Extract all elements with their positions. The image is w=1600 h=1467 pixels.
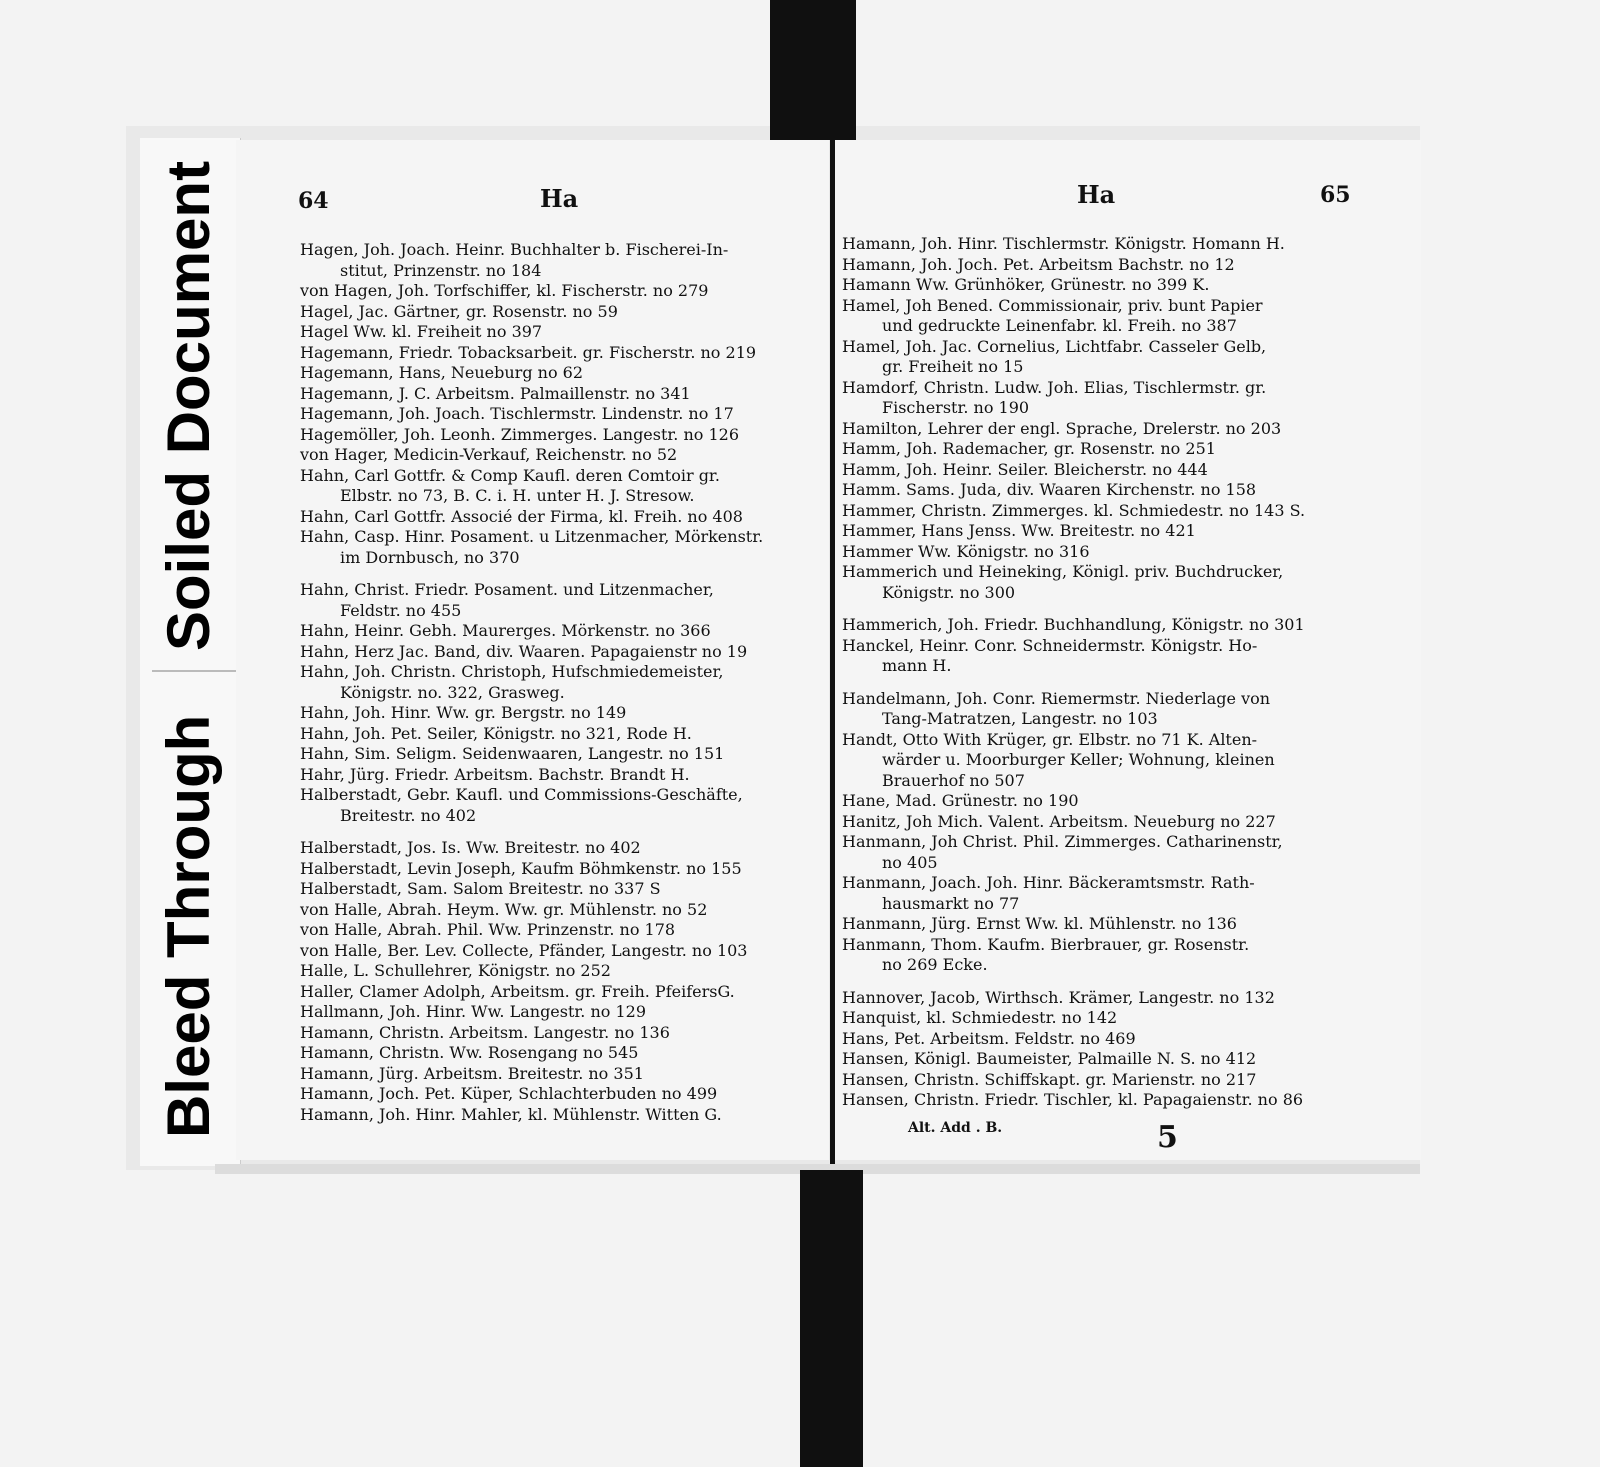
directory-entry bbox=[842, 791, 1362, 812]
directory-entry bbox=[300, 1064, 820, 1085]
directory-entry bbox=[300, 642, 820, 663]
entry-line: Hahn, Casp. Hinr. Posament. u Litzenmacher, Mörkenstr. bbox=[300, 527, 764, 546]
directory-entry bbox=[842, 562, 1362, 603]
entry-line: Hamm, Joh. Rademacher, gr. Rosenstr. no 251 bbox=[842, 439, 1216, 458]
entry-line: Halberstadt, Jos. Is. Ww. Breitestr. no 402 bbox=[300, 838, 641, 857]
directory-entry bbox=[300, 281, 820, 302]
directory-entry bbox=[300, 621, 820, 642]
binding-strip-top bbox=[770, 0, 856, 140]
directory-entry bbox=[300, 961, 820, 982]
entry-line: Hanmann, Thom. Kaufm. Bierbrauer, gr. Rosenstr. bbox=[842, 934, 1250, 954]
directory-entry bbox=[300, 982, 820, 1003]
entry-line: Hamann, Joch. Pet. Küper, Schlachterbuden no 499 bbox=[300, 1084, 718, 1103]
directory-entry bbox=[300, 404, 820, 425]
directory-entry bbox=[842, 460, 1362, 481]
entry-line: Hamdorf, Christn. Ludw. Joh. Elias, Tischlermstr. gr. bbox=[842, 377, 1267, 397]
directory-entry bbox=[842, 419, 1362, 440]
entry-line: Hamel, Joh Bened. Commissionair, priv. bunt Papier bbox=[842, 295, 1263, 315]
printer-signature: Alt. Add . B. bbox=[908, 1120, 1003, 1136]
entry-continuation: no 269 Ecke. bbox=[882, 955, 988, 974]
directory-entry bbox=[300, 466, 820, 507]
directory-entry bbox=[842, 296, 1362, 337]
entry-line: von Halle, Ber. Lev. Collecte, Pfänder, Langestr. no 103 bbox=[300, 940, 748, 960]
entry-line: Hagemöller, Joh. Leonh. Zimmerges. Langestr. no 126 bbox=[300, 424, 740, 444]
entry-line: Hammer, Christn. Zimmerges. kl. Schmiedestr. no 143 S. bbox=[842, 500, 1306, 520]
directory-entry bbox=[842, 1029, 1362, 1050]
entry-line: Hanmann, Joh Christ. Phil. Zimmerges. Catharinenstr, bbox=[842, 832, 1283, 851]
entry-line: Halberstadt, Levin Joseph, Kaufm Böhmkenstr. no 155 bbox=[300, 858, 742, 878]
entry-continuation: Königstr. no 300 bbox=[882, 582, 1016, 602]
entry-line: Hahn, Sim. Seligm. Seidenwaaren, Langestr. no 151 bbox=[300, 744, 725, 763]
directory-entry bbox=[842, 378, 1362, 419]
entry-line: Hane, Mad. Grünestr. no 190 bbox=[842, 791, 1079, 810]
directory-entry bbox=[300, 765, 820, 786]
entry-continuation: Fischerstr. no 190 bbox=[882, 398, 1030, 417]
entry-line: Hamm, Joh. Heinr. Seiler. Bleicherstr. no 444 bbox=[842, 459, 1208, 479]
bleed-through-label: Bleed Through bbox=[155, 714, 222, 1138]
entry-line: Hahr, Jürg. Friedr. Arbeitsm. Bachstr. Brandt H. bbox=[300, 764, 690, 784]
directory-entry bbox=[842, 521, 1362, 542]
entry-line: Hallmann, Joh. Hinr. Ww. Langestr. no 129 bbox=[300, 1002, 647, 1021]
entry-line: Hahn, Joh. Christn. Christoph, Hufschmiedemeister, bbox=[300, 662, 724, 681]
directory-entry bbox=[300, 900, 820, 921]
directory-entry bbox=[842, 812, 1362, 833]
entry-line: Hamel, Joh. Jac. Cornelius, Lichtfabr. Casseler Gelb, bbox=[842, 336, 1267, 356]
entry-line: Halberstadt, Gebr. Kaufl. und Commissions-Geschäfte, bbox=[300, 785, 743, 804]
directory-entry bbox=[300, 507, 820, 528]
directory-entry bbox=[300, 322, 820, 343]
entry-line: Hagemann, J. C. Arbeitsm. Palmaillenstr. no 341 bbox=[300, 383, 691, 403]
entry-line: Hamann, Jürg. Arbeitsm. Breitestr. no 351 bbox=[300, 1063, 644, 1083]
entry-continuation: Tang-Matratzen, Langestr. no 103 bbox=[882, 709, 1158, 728]
entry-continuation: no 405 bbox=[882, 852, 938, 872]
entry-line: Hanmann, Joach. Joh. Hinr. Bäckeramtsmstr. Rath- bbox=[842, 873, 1255, 892]
directory-entry bbox=[300, 859, 820, 880]
entry-line: Hansen, Christn. Friedr. Tischler, kl. Papagaienstr. no 86 bbox=[842, 1090, 1304, 1109]
entry-line: Handt, Otto With Krüger, gr. Elbstr. no 71 K. Alten- bbox=[842, 729, 1258, 749]
directory-entry bbox=[842, 501, 1362, 522]
book-gutter bbox=[830, 140, 835, 1172]
directory-entry bbox=[300, 879, 820, 900]
entry-line: Hanmann, Jürg. Ernst Ww. kl. Mühlenstr. no 136 bbox=[842, 914, 1237, 933]
right-entry-list bbox=[842, 234, 1362, 1111]
entry-continuation: hausmarkt no 77 bbox=[882, 893, 1020, 913]
entry-continuation: im Dornbusch, no 370 bbox=[340, 547, 520, 567]
entry-line: Hahn, Carl Gottfr. Associé der Firma, kl. Freih. no 408 bbox=[300, 506, 743, 526]
entry-line: Handelmann, Joh. Conr. Riemermstr. Niederlage von bbox=[842, 688, 1271, 708]
directory-entry bbox=[842, 1008, 1362, 1029]
directory-entry bbox=[842, 636, 1362, 677]
entry-line: Hagemann, Friedr. Tobacksarbeit. gr. Fischerstr. no 219 bbox=[300, 342, 757, 362]
directory-entry bbox=[842, 689, 1362, 730]
directory-entry bbox=[300, 343, 820, 364]
entry-line: Hahn, Herz Jac. Band, div. Waaren. Papagaienstr no 19 bbox=[300, 641, 748, 661]
entry-line: Hamann Ww. Grünhöker, Grünestr. no 399 K. bbox=[842, 275, 1210, 294]
entry-line: Hagen, Joh. Joach. Heinr. Buchhalter b. Fischerei-In- bbox=[300, 240, 729, 259]
directory-entry bbox=[842, 615, 1362, 636]
directory-entry bbox=[842, 730, 1362, 771]
directory-entry bbox=[300, 580, 820, 621]
entry-line: Hagel Ww. kl. Freiheit no 397 bbox=[300, 322, 543, 341]
directory-entry bbox=[842, 275, 1362, 296]
entry-line: Hahn, Joh. Pet. Seiler, Königstr. no 321, Rode H. bbox=[300, 723, 692, 743]
directory-entry bbox=[842, 988, 1362, 1009]
entry-line: Hamann, Joh. Hinr. Mahler, kl. Mühlenstr. Witten G. bbox=[300, 1104, 722, 1124]
directory-entry bbox=[300, 744, 820, 765]
entry-continuation: stitut, Prinzenstr. no 184 bbox=[340, 260, 542, 280]
directory-entry bbox=[300, 384, 820, 405]
entry-line: Hagel, Jac. Gärtner, gr. Rosenstr. no 59 bbox=[300, 301, 618, 321]
left-entry-list bbox=[300, 240, 820, 1125]
entry-line: Hamann, Joh. Joch. Pet. Arbeitsm Bachstr. no 12 bbox=[842, 254, 1235, 274]
left-page-number: 64 bbox=[298, 188, 329, 214]
entry-line: Hansen, Christn. Schiffskapt. gr. Marienstr. no 217 bbox=[842, 1069, 1257, 1089]
entry-line: Hamann, Joh. Hinr. Tischlermstr. Königstr. Homann H. bbox=[842, 234, 1285, 253]
right-running-head: Ha bbox=[1077, 180, 1116, 209]
entry-line: Hamilton, Lehrer der engl. Sprache, Drelerstr. no 203 bbox=[842, 418, 1282, 438]
directory-entry bbox=[300, 527, 820, 568]
directory-entry bbox=[842, 255, 1362, 276]
entry-line: Hammerich, Joh. Friedr. Buchhandlung, Königstr. no 301 bbox=[842, 615, 1305, 634]
entry-line: Hammerich und Heineking, Königl. priv. Buchdrucker, bbox=[842, 562, 1284, 581]
entry-continuation: mann H. bbox=[882, 656, 952, 675]
entry-line: Hagemann, Hans, Neueburg no 62 bbox=[300, 363, 584, 382]
directory-entry bbox=[300, 920, 820, 941]
directory-entry bbox=[300, 240, 820, 281]
directory-entry bbox=[300, 363, 820, 384]
directory-entry bbox=[842, 1090, 1362, 1111]
directory-entry bbox=[300, 703, 820, 724]
entry-continuation: Breitestr. no 402 bbox=[340, 805, 477, 825]
entry-continuation: wärder u. Moorburger Keller; Wohnung, kleinen bbox=[882, 750, 1275, 769]
directory-entry bbox=[300, 724, 820, 745]
entry-line: Hahn, Heinr. Gebh. Maurerges. Mörkenstr. no 366 bbox=[300, 621, 711, 640]
entry-line: Hans, Pet. Arbeitsm. Feldstr. no 469 bbox=[842, 1028, 1136, 1048]
left-running-head: Ha bbox=[540, 184, 579, 213]
directory-entry bbox=[300, 1002, 820, 1023]
entry-line: von Hager, Medicin-Verkauf, Reichenstr. no 52 bbox=[300, 445, 678, 464]
entry-continuation: Feldstr. no 455 bbox=[340, 600, 462, 620]
right-page-number: 65 bbox=[1320, 182, 1351, 208]
entry-continuation: Elbstr. no 73, B. C. i. H. unter H. J. Stresow. bbox=[340, 486, 695, 505]
directory-entry bbox=[842, 1070, 1362, 1091]
sheet-number: 5 bbox=[1157, 1120, 1178, 1155]
directory-entry bbox=[842, 935, 1362, 976]
entry-continuation: gr. Freiheit no 15 bbox=[882, 357, 1024, 376]
directory-entry bbox=[842, 337, 1362, 378]
entry-line: von Halle, Abrah. Phil. Ww. Prinzenstr. no 178 bbox=[300, 920, 676, 939]
directory-entry bbox=[300, 1023, 820, 1044]
entry-line: Hannover, Jacob, Wirthsch. Krämer, Langestr. no 132 bbox=[842, 987, 1275, 1007]
entry-line: von Halle, Abrah. Heym. Ww. gr. Mühlenstr. no 52 bbox=[300, 899, 708, 919]
entry-line: Hamm. Sams. Juda, div. Waaren Kirchenstr. no 158 bbox=[842, 480, 1257, 499]
directory-entry bbox=[842, 234, 1362, 255]
directory-entry bbox=[842, 914, 1362, 935]
entry-line: Hansen, Königl. Baumeister, Palmaille N. S. no 412 bbox=[842, 1049, 1257, 1068]
directory-entry bbox=[300, 1084, 820, 1105]
directory-entry bbox=[300, 941, 820, 962]
directory-entry bbox=[842, 542, 1362, 563]
entry-continuation: Königstr. no. 322, Grasweg. bbox=[340, 682, 565, 702]
entry-line: Hagemann, Joh. Joach. Tischlermstr. Lindenstr. no 17 bbox=[300, 404, 734, 423]
directory-entry bbox=[842, 1049, 1362, 1070]
directory-entry bbox=[300, 302, 820, 323]
directory-entry bbox=[300, 425, 820, 446]
directory-entry bbox=[300, 1105, 820, 1126]
binding-strip-bottom bbox=[800, 1170, 863, 1467]
entry-line: Hamann, Christn. Ww. Rosengang no 545 bbox=[300, 1043, 639, 1062]
directory-entry bbox=[300, 1043, 820, 1064]
entry-line: Hanitz, Joh Mich. Valent. Arbeitsm. Neueburg no 227 bbox=[842, 811, 1276, 831]
directory-entry bbox=[842, 439, 1362, 460]
entry-line: Haller, Clamer Adolph, Arbeitsm. gr. Freih. PfeifersG. bbox=[300, 981, 735, 1001]
entry-line: Halle, L. Schullehrer, Königstr. no 252 bbox=[300, 961, 611, 980]
directory-entry bbox=[300, 445, 820, 466]
directory-entry bbox=[842, 873, 1362, 914]
entry-line: Hahn, Joh. Hinr. Ww. gr. Bergstr. no 149 bbox=[300, 703, 627, 722]
soiled-document-label: Soiled Document bbox=[155, 160, 222, 651]
directory-entry bbox=[300, 662, 820, 703]
directory-entry bbox=[842, 771, 1362, 792]
entry-line: Halberstadt, Sam. Salom Breitestr. no 337 S bbox=[300, 879, 661, 898]
entry-line: Hanquist, kl. Schmiedestr. no 142 bbox=[842, 1008, 1118, 1027]
directory-entry bbox=[842, 832, 1362, 873]
entry-line: Hahn, Carl Gottfr. & Comp Kaufl. deren Comtoir gr. bbox=[300, 465, 720, 485]
entry-line: Hamann, Christn. Arbeitsm. Langestr. no 136 bbox=[300, 1022, 670, 1042]
directory-entry bbox=[300, 838, 820, 859]
directory-entry bbox=[300, 785, 820, 826]
entry-line: Hahn, Christ. Friedr. Posament. und Litzenmacher, bbox=[300, 580, 714, 599]
entry-line: Hammer, Hans Jenss. Ww. Breitestr. no 421 bbox=[842, 521, 1196, 540]
entry-line: von Hagen, Joh. Torfschiffer, kl. Fischerstr. no 279 bbox=[300, 281, 709, 300]
entry-line: Hanckel, Heinr. Conr. Schneidermstr. Königstr. Ho- bbox=[842, 635, 1258, 655]
entry-continuation: und gedruckte Leinenfabr. kl. Freih. no 387 bbox=[882, 316, 1237, 335]
entry-line: Brauerhof no 507 bbox=[882, 770, 1025, 790]
directory-entry bbox=[842, 480, 1362, 501]
entry-line: Hammer Ww. Königstr. no 316 bbox=[842, 541, 1090, 561]
